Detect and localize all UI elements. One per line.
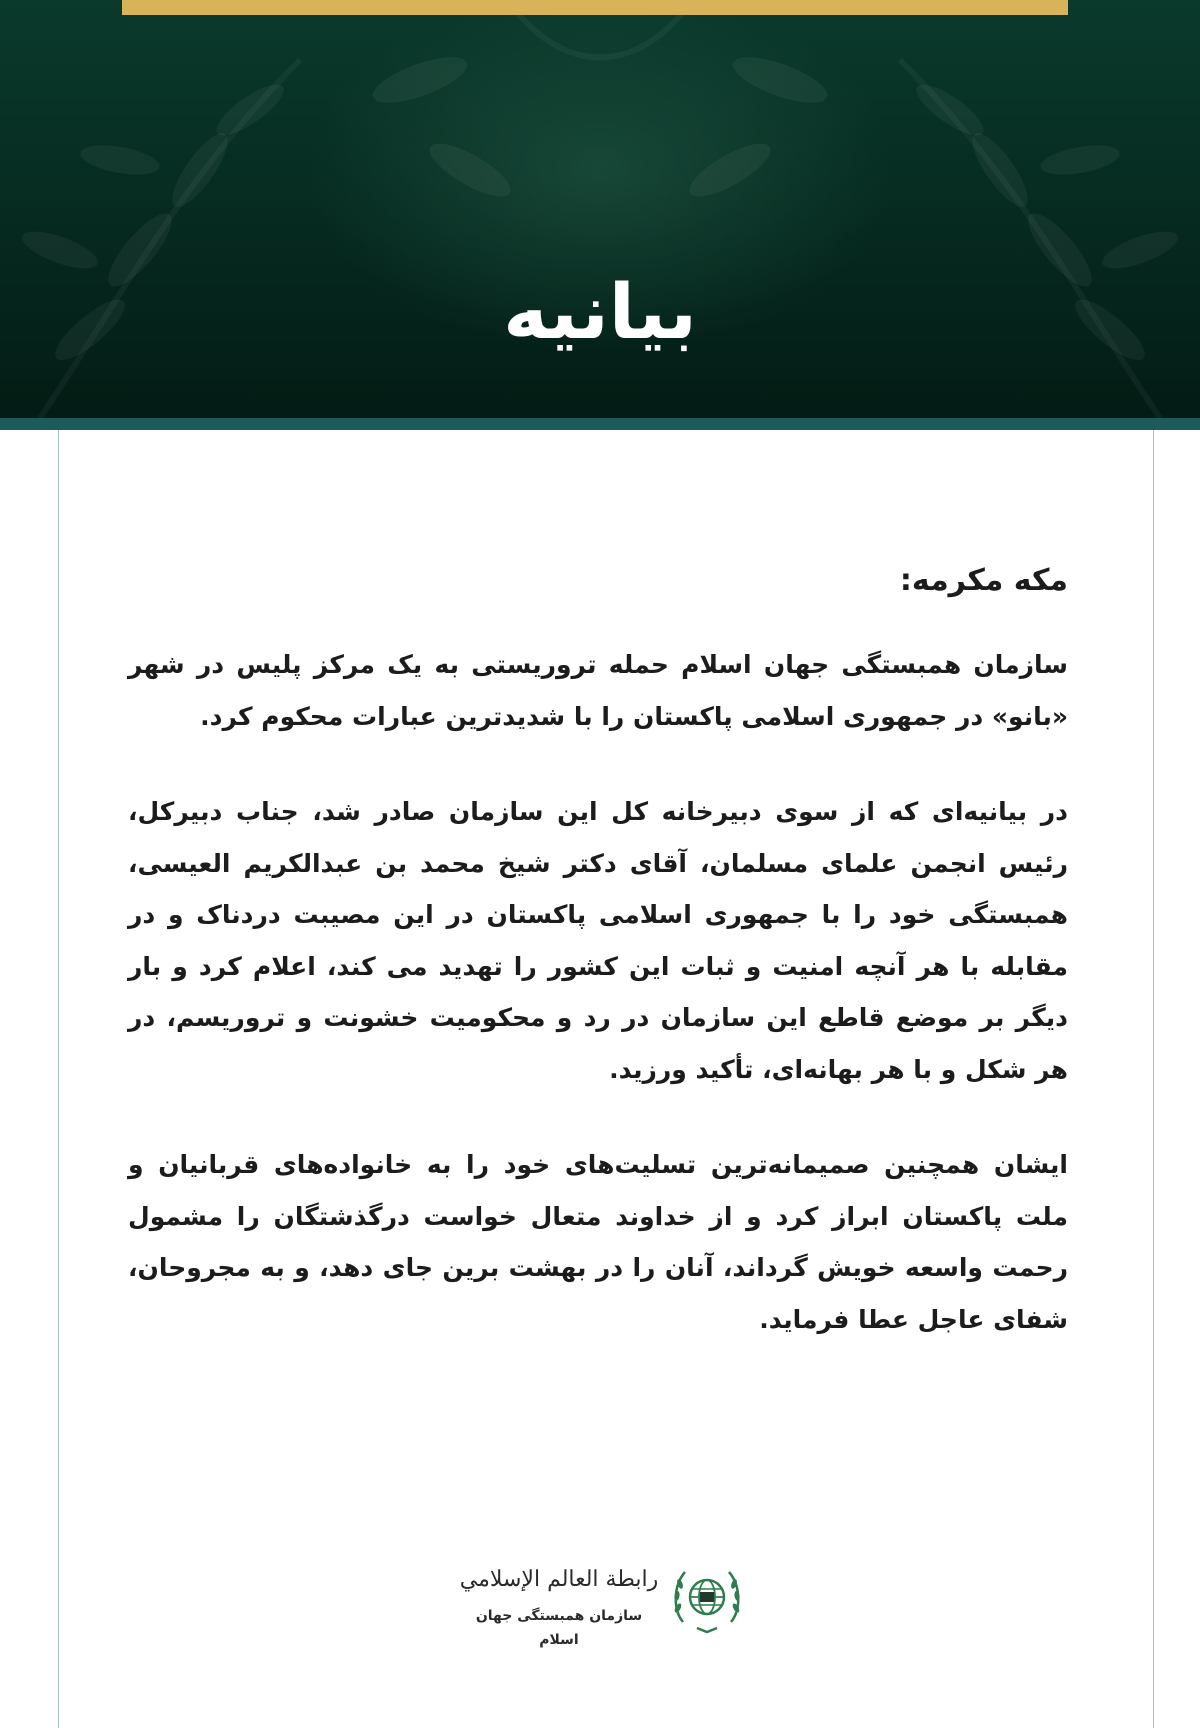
gold-top-bar: [122, 0, 1068, 15]
frame-right-line: [1153, 430, 1154, 1728]
statement-paragraph: ایشان همچنین صمیمانه‌ترین تسلیت‌های خود را به خانواده‌های قربانیان و ملت پاکستان ابراز کرد و از خداوند متعال خواست درگذشتگان را مشمول رحمت واسعه خویش گرداند، آنان را در بهشت برین جای دهد، و به مجروحان، شفای عاجل عطا فرماید.: [128, 1150, 1068, 1334]
statement-paragraph: در بیانیه‌ای که از سوی دبیرخانه کل این سازمان صادر شد، جناب دبیرکل، رئیس انجمن علمای مسلمان، آقای دکتر شیخ محمد بن عبدالکریم العیسی، همبستگی خود را با جمهوری اسلامی پاکستان در این مصیبت دردناک و در مقابله با هر آنچه امنیت و ثبات این کشور را تهدید می کند، اعلام کرد و بار دیگر بر موضع قاطع این سازمان در رد و محکومیت خشونت و تروریسم، در هر شکل و با هر بهانه‌ای، تأکید ورزید.: [128, 797, 1068, 1084]
logo-farsi-caption: سازمان همبستگی جهان اسلام: [475, 1608, 643, 1648]
header-banner: [0, 0, 1200, 418]
statement-dateline: مکه مکرمه:: [899, 563, 1068, 598]
globe-emblem-icon: [669, 1560, 745, 1636]
logo-arabic-wordmark: رابطة العالم الإسلامي: [459, 1567, 659, 1592]
organization-logo: [455, 1560, 745, 1648]
statement-body: [128, 555, 1068, 1389]
statement-paragraph: سازمان همبستگی جهان اسلام حمله تروریستی به یک مرکز پلیس در شهر «بانو» در جمهوری اسلامی پاکستان را با شدیدترین عبارات محکوم کرد.: [128, 650, 1068, 731]
frame-left-line: [58, 430, 59, 1728]
header-divider-band: [0, 418, 1200, 430]
page-title: بیانیه: [503, 267, 697, 356]
